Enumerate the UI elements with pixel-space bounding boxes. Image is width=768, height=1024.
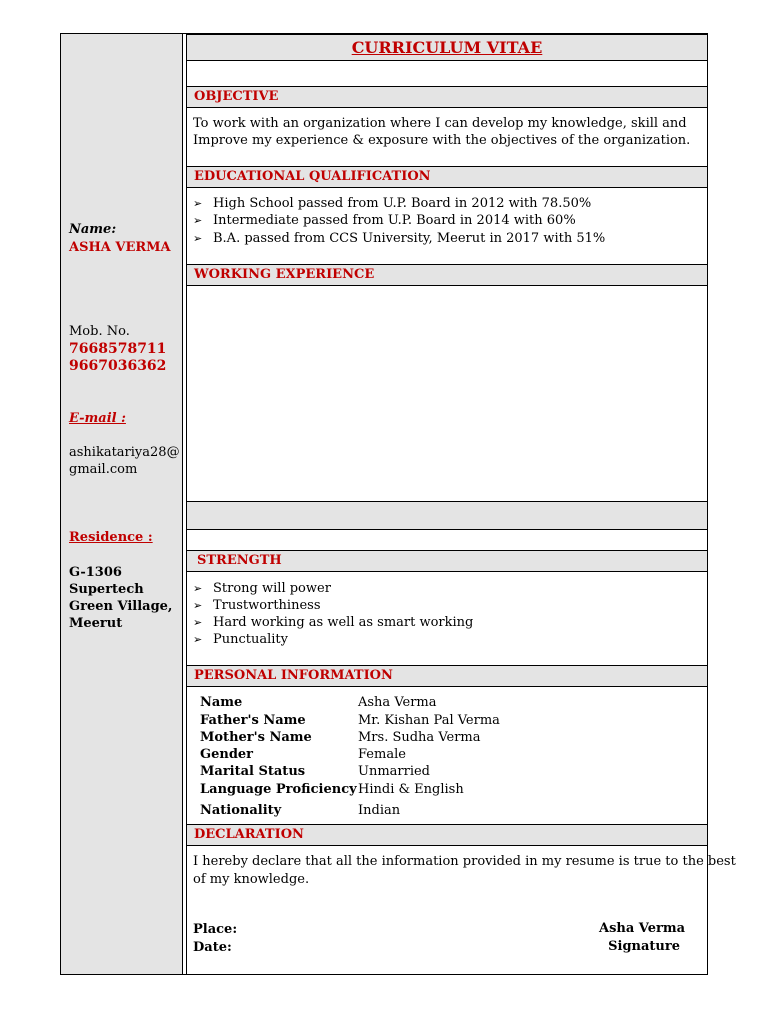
strength-header: [186, 550, 708, 572]
education-item: ➢ High School passed from U.P. Board in 2012 with 78.50%: [193, 196, 592, 211]
mobile-label: Mob. No.: [69, 324, 130, 339]
residence-line: Meerut: [69, 616, 123, 631]
arrow-bullet-icon: ➢: [193, 633, 203, 646]
personal-row: Gender Female: [200, 747, 406, 762]
signature-label: Signature: [608, 939, 680, 954]
declaration-header: [186, 824, 708, 846]
blank-band: [186, 501, 708, 530]
strength-item: ➢ Strong will power: [193, 581, 331, 596]
education-heading: EDUCATIONAL QUALIFICATION: [194, 169, 431, 184]
objective-heading: OBJECTIVE: [194, 89, 279, 104]
email-line-1: ashikatariya28@: [69, 445, 180, 460]
arrow-bullet-icon: ➢: [193, 232, 203, 245]
experience-heading: WORKING EXPERIENCE: [194, 267, 375, 282]
residence-line: G-1306: [69, 565, 122, 580]
mobile-number-1: 7668578711: [69, 341, 167, 357]
arrow-bullet-icon: ➢: [193, 214, 203, 227]
residence-line: Green Village,: [69, 599, 173, 614]
place-label: Place:: [193, 922, 238, 937]
name-value: ASHA VERMA: [69, 240, 171, 255]
declaration-line-2: of my knowledge.: [193, 872, 310, 887]
education-item: ➢ B.A. passed from CCS University, Meerut in 2017 with 51%: [193, 231, 606, 246]
signature-name: Asha Verma: [599, 921, 685, 936]
strength-item: ➢ Trustworthiness: [193, 598, 321, 613]
arrow-bullet-icon: ➢: [193, 582, 203, 595]
objective-line-2: Improve my experience & exposure with the objectives of the organization.: [193, 133, 691, 148]
education-item: ➢ Intermediate passed from U.P. Board in 2014 with 60%: [193, 213, 576, 228]
arrow-bullet-icon: ➢: [193, 197, 203, 210]
date-label: Date:: [193, 940, 232, 955]
objective-header: [186, 86, 708, 108]
declaration-heading: DECLARATION: [194, 827, 304, 842]
objective-line-1: To work with an organization where I can develop my knowledge, skill and: [193, 116, 687, 131]
personal-header: [186, 665, 708, 687]
personal-row: Marital Status Unmarried: [200, 764, 431, 779]
email-line-2: gmail.com: [69, 462, 138, 477]
strength-heading: STRENGTH: [197, 553, 282, 568]
personal-row: Mother's Name Mrs. Sudha Verma: [200, 730, 481, 745]
personal-row: Nationality Indian: [200, 803, 401, 818]
sidebar: [61, 34, 183, 974]
mobile-number-2: 9667036362: [69, 358, 167, 374]
personal-row: Father's Name Mr. Kishan Pal Verma: [200, 713, 500, 728]
email-label: E-mail :: [69, 411, 126, 426]
personal-row: Language ProficiencyHindi & English: [200, 782, 464, 797]
arrow-bullet-icon: ➢: [193, 616, 203, 629]
page-title: CURRICULUM VITAE: [351, 38, 543, 57]
education-header: [186, 166, 708, 188]
name-label: Name:: [69, 222, 117, 237]
personal-row: Name Asha Verma: [200, 695, 437, 710]
residence-label: Residence :: [69, 530, 153, 545]
declaration-line-1: I hereby declare that all the information provided in my resume is true to the best: [193, 854, 736, 869]
residence-line: Supertech: [69, 582, 144, 597]
experience-header: [186, 264, 708, 286]
strength-item: ➢ Hard working as well as smart working: [193, 615, 474, 630]
personal-heading: PERSONAL INFORMATION: [194, 668, 393, 683]
strength-item: ➢ Punctuality: [193, 632, 289, 647]
arrow-bullet-icon: ➢: [193, 599, 203, 612]
